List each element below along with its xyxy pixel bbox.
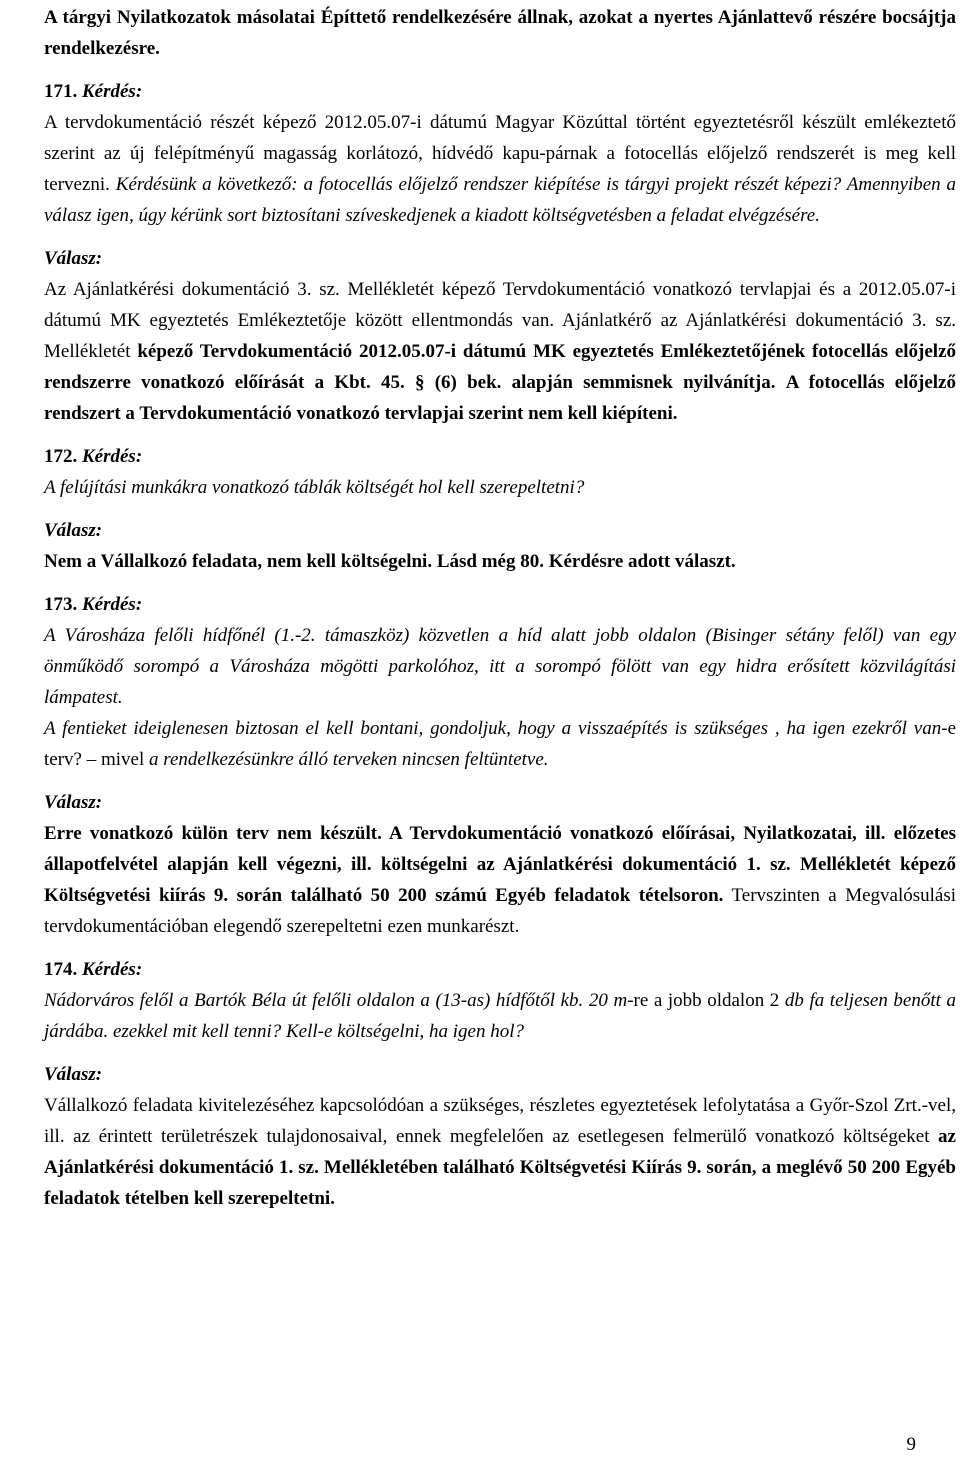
question-number: 171. bbox=[44, 81, 78, 102]
question-171-plain: A tervdokumentáció részét képező 2012.05.07-i dátumú Magyar Közúttal történt egyeztetésről készült emlékeztető szerint az új felépítményű magasság korlátozó, hídvédő kapu-párnak a fotocellás előjelző rendszerét is meg kell tervezni. bbox=[44, 112, 956, 195]
question-label: Kérdés: bbox=[82, 81, 143, 102]
question-173-heading bbox=[44, 589, 956, 620]
question-172-heading bbox=[44, 441, 956, 472]
answer-173-bold: Erre vonatkozó külön terv nem készült. A Tervdokumentáció vonatkozó előírásai, Nyilatkozatai, ill. előzetes állapotfelvétel alapján kell végezni, ill. költségelni az Ajánlatkérési dokumentáció 1. sz. Mellékletét képező Költségvetési kiírás 9. során található 50 200 számú Egyéb feladatok tételsoron. bbox=[44, 823, 956, 906]
question-number: 174. bbox=[44, 959, 78, 980]
question-173-text-1: A Városháza felőli hídfőnél (1.-2. támaszköz) közvetlen a híd alatt jobb oldalon (Bisinger sétány felől) van egy önműködő sorompó a Városháza mögötti parkolóhoz, itt a sorompó fölött van egy hidra erősített közvilágítási lámpatest. bbox=[44, 625, 956, 708]
page-number: 9 bbox=[906, 1434, 916, 1455]
answer-174-plain: Vállalkozó feladata kivitelezéséhez kapcsolódóan a szükséges, részletes egyeztetések lefolytatása a Győr-Szol Zrt.-vel, ill. az érintett területrészek tulajdonosaival, ennek megfelelően az esetlegesen felmerülő vonatkozó költségeket bbox=[44, 1095, 956, 1147]
answer-172-text: Nem a Vállalkozó feladata, nem kell költségelni. Lásd még 80. Kérdésre adott választ. bbox=[44, 551, 736, 572]
answer-171-label: Válasz: bbox=[44, 248, 103, 269]
answer-173-label: Válasz: bbox=[44, 792, 103, 813]
answer-171-text bbox=[44, 274, 956, 429]
answer-171-plain: Az Ajánlatkérési dokumentáció 3. sz. Mellékletét képező Tervdokumentáció vonatkozó tervlapjai és a 2012.05.07-i dátumú MK egyeztetés Emlékeztetője között ellentmondás van. Ajánlatkérő az Ajánlatkérési dokumentáció 3. sz. Mellékletét bbox=[44, 279, 956, 362]
question-number: 173. bbox=[44, 594, 78, 615]
intro-paragraph: A tárgyi Nyilatkozatok másolatai Építtető rendelkezésére állnak, azokat a nyertes Ajánlattevő részére bocsájtja rendelkezésre. bbox=[44, 7, 956, 59]
question-174-plain: -re a jobb oldalon 2 bbox=[627, 990, 780, 1011]
answer-171-bold: képező Tervdokumentáció 2012.05.07-i dátumú MK egyeztetés Emlékeztetőjének fotocellás előjelző rendszerre vonatkozó előírását a Kbt. 45. § (6) bek. alapján semmisnek nyilvánítja. bbox=[44, 341, 956, 393]
question-174-italic: Nádorváros felől a Bartók Béla út felőli oldalon a (13-as) hídfőtől kb. 20 m bbox=[44, 990, 628, 1011]
question-173-plain: e terv? – mivel bbox=[44, 718, 956, 770]
answer-174-bold: az Ajánlatkérési dokumentáció 1. sz. Mellékletében található Költségvetési Kiírás 9. során, a meglévő 50 200 Egyéb feladatok tételben kell szerepeltetni. bbox=[44, 1126, 956, 1209]
document-page bbox=[44, 0, 956, 1214]
question-label: Kérdés: bbox=[82, 959, 143, 980]
question-number: 172. bbox=[44, 446, 78, 467]
answer-173-text bbox=[44, 818, 956, 942]
question-174-text bbox=[44, 985, 956, 1047]
answer-172-label: Válasz: bbox=[44, 520, 103, 541]
question-172-text: A felújítási munkákra vonatkozó táblák költségét hol kell szerepeltetni? bbox=[44, 477, 585, 498]
answer-174-text bbox=[44, 1090, 956, 1214]
question-171-heading bbox=[44, 76, 956, 107]
question-173-italic-end: a rendelkezésünkre álló terveken nincsen feltüntetve. bbox=[144, 749, 549, 770]
question-171-italic: Kérdésünk a következő: a fotocellás előjelző rendszer kiépítése is tárgyi projekt részét képezi? Amennyiben a válasz igen, úgy kérünk sort biztosítani szíveskedjenek a kiadott költségvetésben a feladat elvégzésére. bbox=[44, 174, 956, 226]
answer-173-plain: Tervszinten a Megvalósulási tervdokumentációban elegendő szerepeltetni ezen munkarészt. bbox=[44, 885, 957, 937]
question-label: Kérdés: bbox=[82, 446, 143, 467]
answer-174-label: Válasz: bbox=[44, 1064, 103, 1085]
answer-171-bold-conclusion: A fotocellás előjelző rendszert a Tervdokumentáció vonatkozó tervlapjai szerint nem kell kiépíteni. bbox=[44, 372, 956, 424]
question-174-heading bbox=[44, 954, 956, 985]
question-label: Kérdés: bbox=[82, 594, 143, 615]
question-174-italic-end: db fa teljesen benőtt a járdába. ezekkel mit kell tenni? Kell-e költségelni, ha igen hol? bbox=[44, 990, 956, 1042]
question-173-italic: A fentieket ideiglenesen biztosan el kell bontani, gondoljuk, hogy a visszaépítés is szükséges , ha igen ezekről van- bbox=[44, 718, 948, 739]
question-173-text-2 bbox=[44, 713, 956, 775]
question-171-text bbox=[44, 107, 956, 231]
